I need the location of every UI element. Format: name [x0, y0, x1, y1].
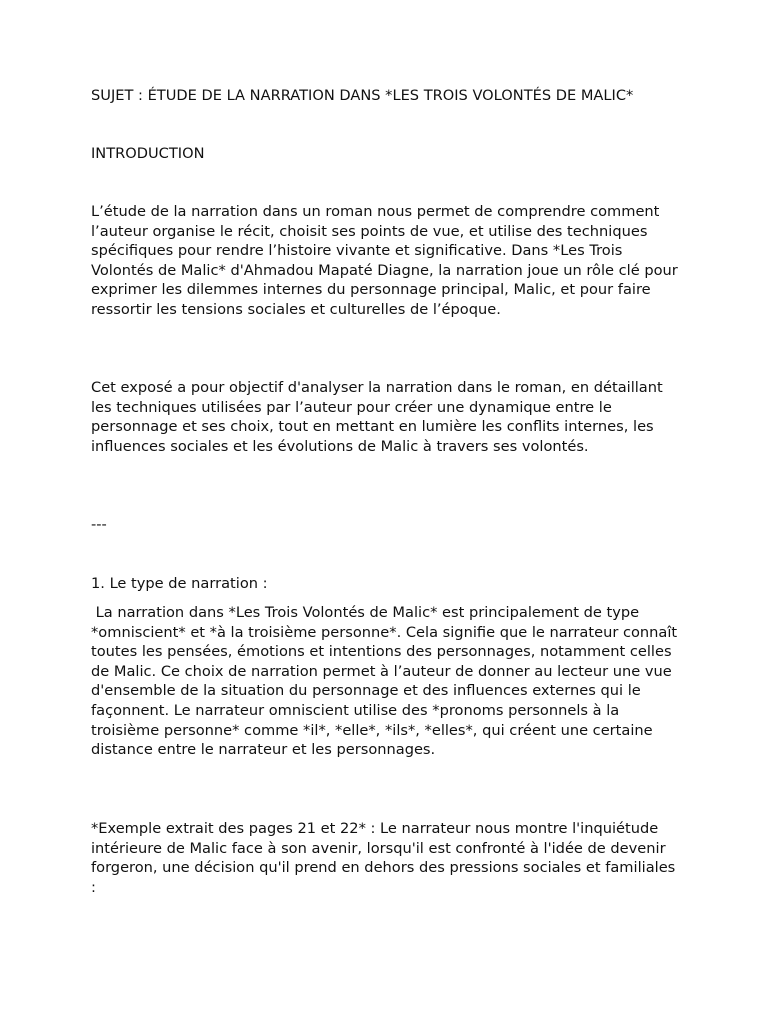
example-paragraph: *Exemple extrait des pages 21 et 22* : Le narrateur nous montre l'inquiétude intérieure de Malic face à son avenir, lorsqu'il est confronté à l'idée de devenir forgeron, une décision qu'il prend en dehors des pressions sociales et familiales : — [91, 820, 676, 896]
section-paragraph: La narration dans *Les Trois Volontés de Malic* est principalement de type *omniscient* et *à la troisième personne*. Cela signifie que le narrateur connaît toutes les pensées, émotions et intentions des personnages, notamment celles de Malic. Ce choix de narration permet à l’auteur de donner au lecteur une vue d'ensemble de la situation du personnage et des influences externes qui le façonnent. Le narrateur omniscient utilise des *pronoms personnels à la troisième personne* comme *il*, *elle*, *ils*, *elles*, qui créent une certaine distance entre le narrateur et les personnages. — [91, 604, 682, 759]
introduction-heading: INTRODUCTION — [91, 145, 205, 162]
document-title: SUJET : ÉTUDE DE LA NARRATION DANS *LES TROIS VOLONTÉS DE MALIC* — [91, 87, 634, 104]
section-separator: --- — [91, 516, 107, 533]
introduction-paragraph: L’étude de la narration dans un roman nous permet de comprendre comment l’auteur organise le récit, choisit ses points de vue, et utilise des techniques spécifiques pour rendre l’histoire vivante et significative. Dans *Les Trois Volontés de Malic* d'Ahmadou Mapaté Diagne, la narration joue un rôle clé pour exprimer les dilemmes internes du personnage principal, Malic, et pour faire ressortir les tensions sociales et culturelles de l’époque. — [91, 203, 678, 318]
section-heading: 1. Le type de narration : — [91, 575, 268, 592]
introduction-paragraph: Cet exposé a pour objectif d'analyser la narration dans le roman, en détaillant les techniques utilisées par l’auteur pour créer une dynamique entre le personnage et ses choix, tout en mettant en lumière les conflits internes, les influences sociales et les évolutions de Malic à travers ses volontés. — [91, 379, 663, 455]
